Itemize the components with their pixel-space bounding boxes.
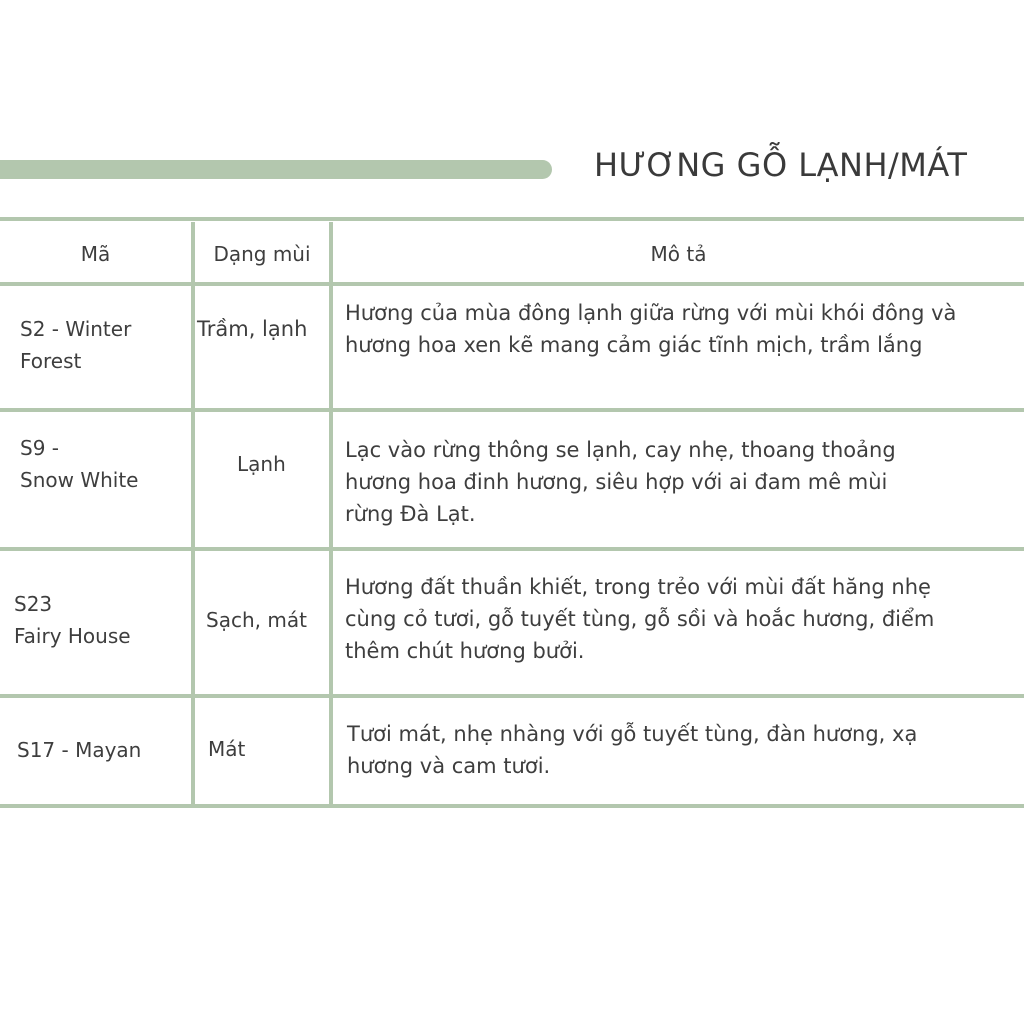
row-description: Lạc vào rừng thông se lạnh, cay nhẹ, thoang thoảng hương hoa đinh hương, siêu hợp với ai đam mê mùi rừng Đà Lạt. bbox=[345, 438, 896, 526]
row-description: Tươi mát, nhẹ nhàng với gỗ tuyết tùng, đàn hương, xạ hương và cam tươi. bbox=[347, 722, 918, 778]
column-divider bbox=[329, 222, 333, 807]
row-scent-type: Trầm, lạnh bbox=[197, 317, 308, 341]
accent-bar bbox=[0, 160, 552, 179]
row-description: Hương đất thuần khiết, trong trẻo với mùi đất hăng nhẹ cùng cỏ tươi, gỗ tuyết tùng, gỗ sồi và hoắc hương, điểm thêm chút hương bưởi. bbox=[345, 575, 935, 663]
header-description: Mô tả bbox=[650, 242, 707, 266]
row-code: S23 Fairy House bbox=[14, 592, 131, 648]
row-scent-type: Lạnh bbox=[237, 452, 286, 476]
header-code: Mã bbox=[80, 242, 111, 266]
table-top-border bbox=[0, 217, 1024, 221]
row-description: Hương của mùa đông lạnh giữa rừng với mùi khói đông và hương hoa xen kẽ mang cảm giác tĩnh mịch, trầm lắng bbox=[345, 301, 957, 357]
row-divider bbox=[0, 694, 1024, 698]
row-code: S9 - Snow White bbox=[20, 436, 139, 492]
row-code: S2 - Winter Forest bbox=[20, 317, 132, 373]
row-divider bbox=[0, 408, 1024, 412]
row-code: S17 - Mayan bbox=[17, 738, 142, 762]
header-divider bbox=[0, 282, 1024, 286]
row-scent-type: Mát bbox=[208, 737, 246, 761]
page-title: HƯƠNG GỖ LẠNH/MÁT bbox=[594, 146, 968, 184]
row-scent-type: Sạch, mát bbox=[206, 608, 307, 632]
header-scent-type: Dạng mùi bbox=[213, 242, 311, 266]
row-divider bbox=[0, 547, 1024, 551]
table-bottom-border bbox=[0, 804, 1024, 808]
column-divider bbox=[191, 222, 195, 807]
